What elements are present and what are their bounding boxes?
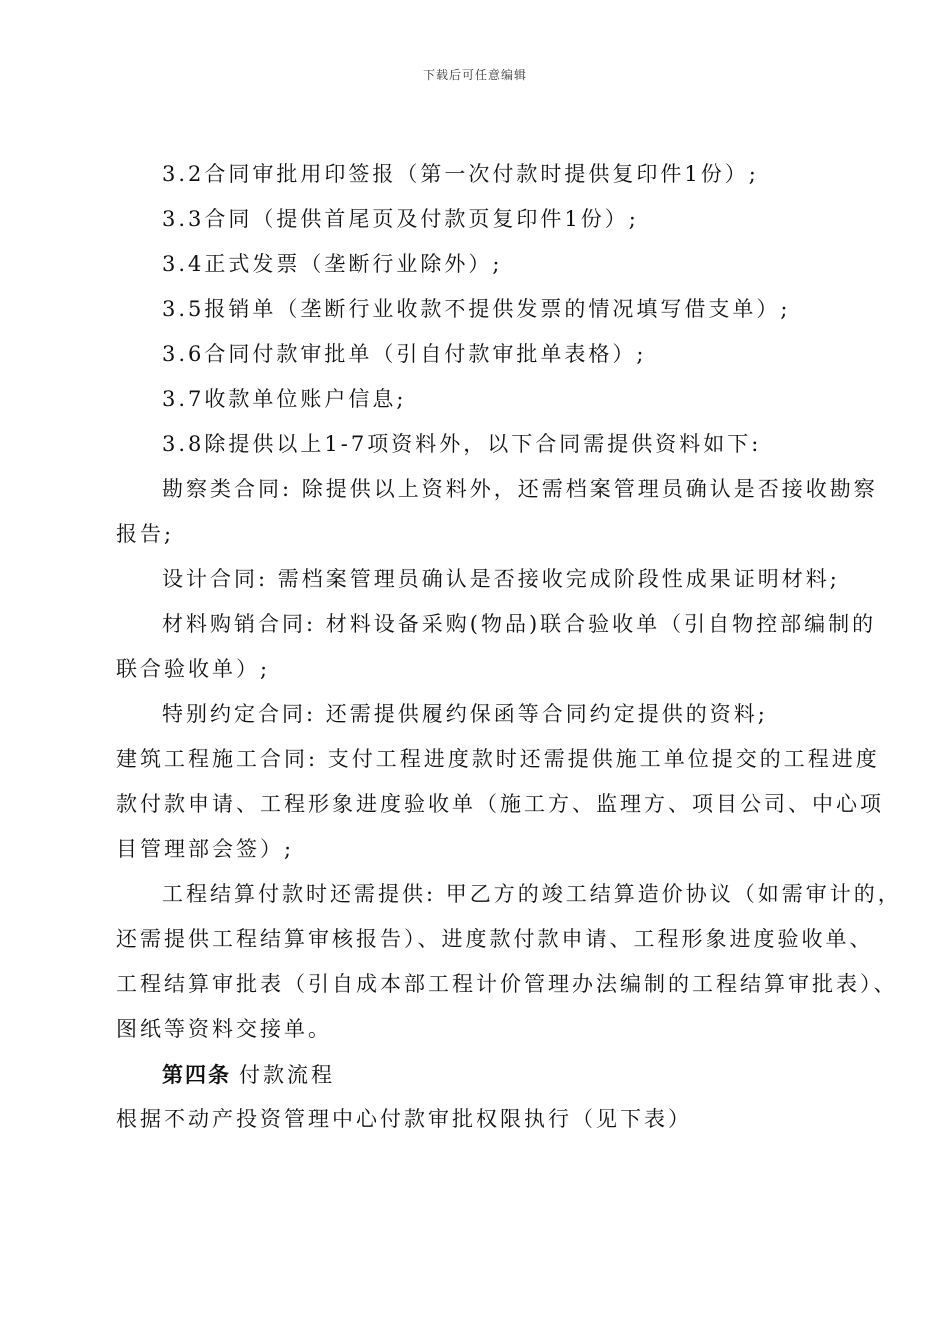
paragraph-survey-contract: 勘察类合同: 除提供以上资料外，还需档案管理员确认是否接收勘察 xyxy=(162,477,878,501)
header-note: 下载后可任意编辑 xyxy=(422,68,527,82)
document-body xyxy=(116,152,902,1142)
paragraph-material-contract: 材料购销合同: 材料设备采购(物品)联合验收单（引自物控部编制的 xyxy=(162,612,877,636)
list-item-3-2: 3.2合同审批用印签报（第一次付款时提供复印件1份）; xyxy=(162,162,759,186)
paragraph-survey-contract-cont: 报告; xyxy=(116,522,175,546)
list-item-3-8: 3.8除提供以上1-7项资料外，以下合同需提供资料如下: xyxy=(162,432,762,456)
list-item-3-3: 3.3合同（提供首尾页及付款页复印件1份）; xyxy=(162,207,639,231)
paragraph-settlement: 工程结算付款时还需提供: 甲乙方的竣工结算造价协议（如需审计的， xyxy=(162,882,902,906)
paragraph-special-contract: 特别约定合同: 还需提供履约保函等合同约定提供的资料; xyxy=(162,702,768,726)
paragraph-design-contract: 设计合同: 需档案管理员确认是否接收完成阶段性成果证明材料; xyxy=(162,567,840,591)
list-item-3-5: 3.5报销单（垄断行业收款不提供发票的情况填写借支单）; xyxy=(162,297,791,321)
paragraph-approval-authority: 根据不动产投资管理中心付款审批权限执行（见下表） xyxy=(116,1107,692,1131)
paragraph-settlement-cont-3: 图纸等资料交接单。 xyxy=(116,1017,332,1041)
paragraph-construction-contract-cont-1: 款付款申请、工程形象进度验收单（施工方、监理方、项目公司、中心项 xyxy=(116,792,884,816)
paragraph-settlement-cont-1: 还需提供工程结算审核报告）、进度款付款申请、工程形象进度验收单、 xyxy=(116,927,874,951)
article-label: 第四条 xyxy=(162,1062,231,1087)
paragraph-settlement-cont-2: 工程结算审批表（引自成本部工程计价管理办法编制的工程结算审批表）、 xyxy=(116,972,898,996)
article-title: 付款流程 xyxy=(239,1063,335,1087)
list-item-3-4: 3.4正式发票（垄断行业除外）; xyxy=(162,252,503,276)
list-item-3-7: 3.7收款单位账户信息; xyxy=(162,387,407,411)
list-item-3-6: 3.6合同付款审批单（引自付款审批单表格）; xyxy=(162,342,647,366)
paragraph-construction-contract-cont-2: 目管理部会签）; xyxy=(116,837,295,861)
paragraph-material-contract-cont: 联合验收单）; xyxy=(116,657,271,681)
article-heading xyxy=(116,1052,846,1097)
paragraph-construction-contract: 建筑工程施工合同: 支付工程进度款时还需提供施工单位提交的工程进度 xyxy=(116,747,880,771)
